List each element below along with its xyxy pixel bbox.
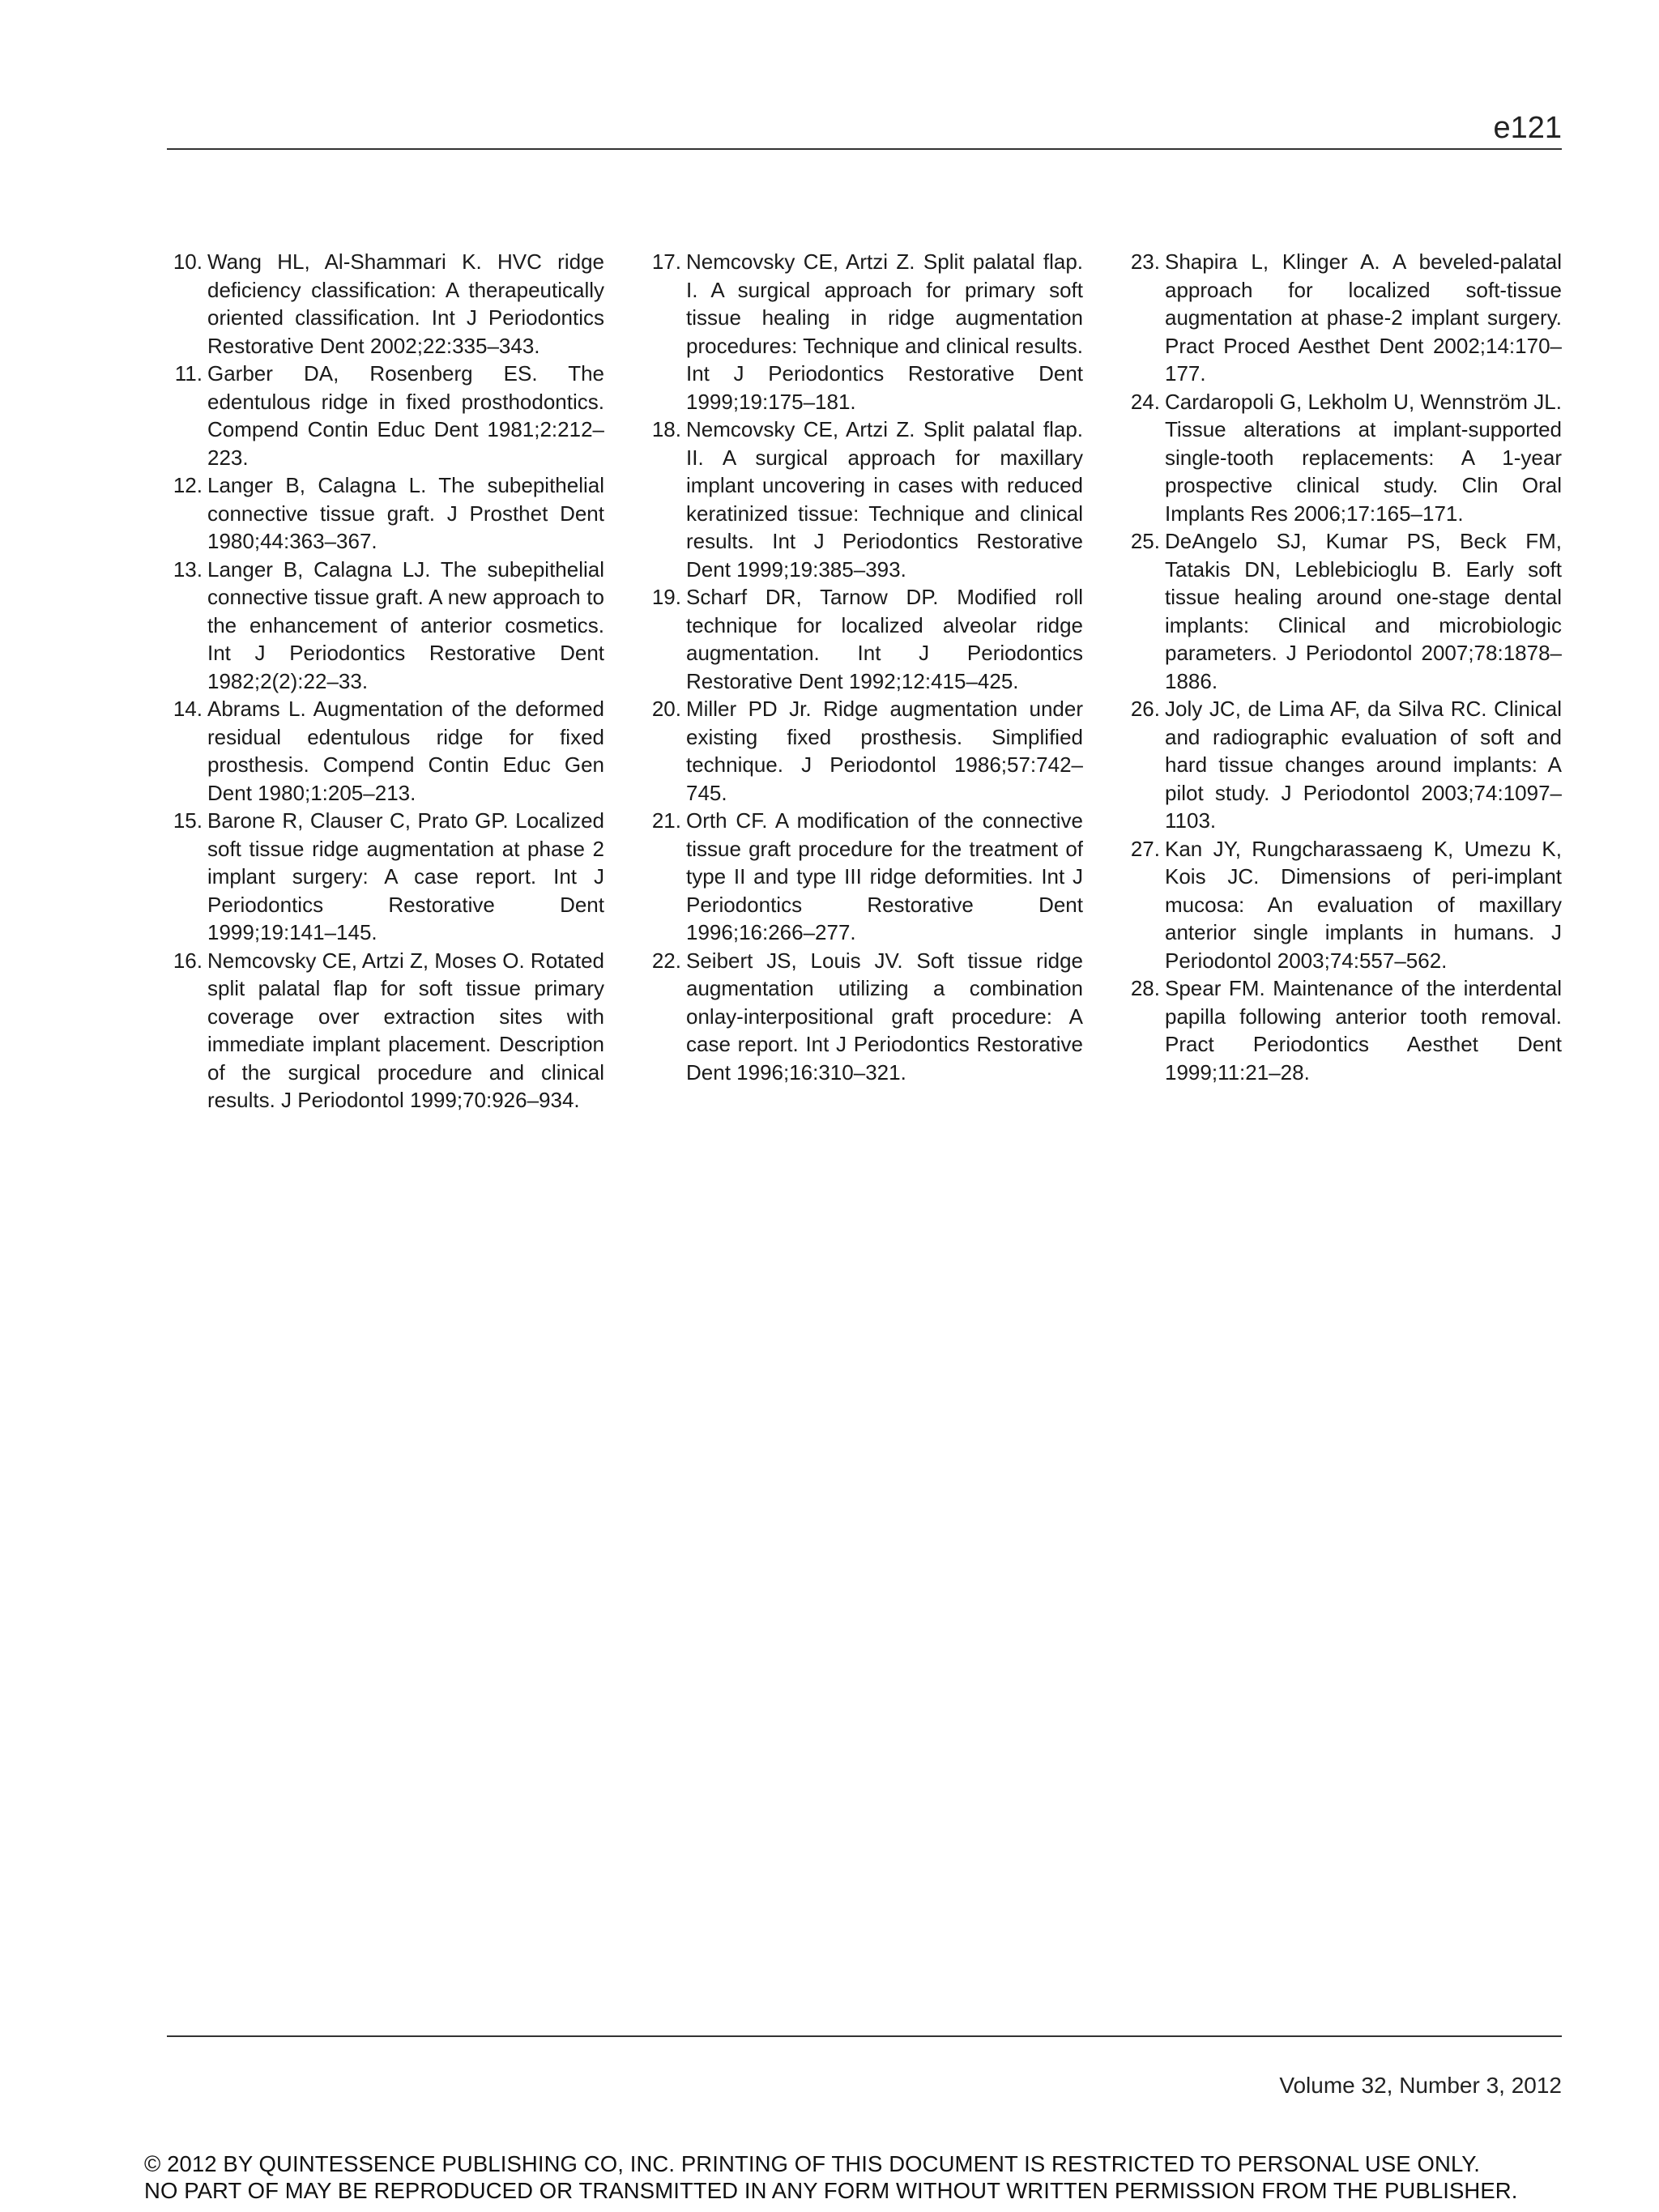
- reference-text: Langer B, Calagna LJ. The subepithelial connective tissue graft. A new approach to the enhancement of anterior cosmetics. Int J Periodontics Restorative Dent 1982;2(2):22–33.: [207, 556, 604, 693]
- reference-number: 19.: [651, 585, 681, 609]
- reference-column-1: [167, 248, 604, 1115]
- reference-item: [646, 947, 1083, 1087]
- reference-text: Nemcovsky CE, Artzi Z. Split palatal flap. II. A surgical approach for maxillary implant uncovering in cases with reduced keratinized tissue: Technique and clinical results. Int J Periodontics Restorative Dent 1999;19:385–393.: [686, 417, 1083, 582]
- journal-volume: Volume 32, Number 3, 2012: [1279, 2073, 1562, 2098]
- reference-item: [167, 807, 604, 947]
- reference-text: Scharf DR, Tarnow DP. Modified roll technique for localized alveolar ridge augmentation. Int J Periodontics Restorative Dent 1992;12:415–425.: [686, 585, 1083, 693]
- reference-text: Wang HL, Al-Shammari K. HVC ridge deficiency classification: A therapeutically oriented classification. Int J Periodontics Restorative Dent 2002;22:335–343.: [207, 249, 604, 358]
- reference-item: [1124, 835, 1562, 975]
- reference-item: [646, 695, 1083, 807]
- reference-number: 14.: [173, 697, 203, 721]
- reference-text: Nemcovsky CE, Artzi Z, Moses O. Rotated split palatal flap for soft tissue primary coverage over extraction sites with immediate implant placement. Description of the surgical procedure and clinical results. J Periodontol 1999;70:926–934.: [207, 948, 604, 1112]
- reference-text: DeAngelo SJ, Kumar PS, Beck FM, Tatakis DN, Leblebicioglu B. Early soft tissue healing around one-stage dental implants: Clinical and microbiologic parameters. J Periodontol 2007;78:1878–1886.: [1165, 529, 1562, 693]
- reference-item: [1124, 388, 1562, 528]
- reference-item: [1124, 248, 1562, 388]
- reference-number: 26.: [1130, 697, 1160, 721]
- reference-item: [646, 807, 1083, 947]
- reference-column-2: [646, 248, 1083, 1086]
- reference-text: Orth CF. A modification of the connective tissue graft procedure for the treatment of type II and type III ridge deformities. Int J Periodontics Restorative Dent 1996;16:266–277.: [686, 808, 1083, 944]
- header-rule: [167, 148, 1562, 150]
- reference-number: 27.: [1130, 836, 1160, 861]
- reference-number: 23.: [1130, 249, 1160, 274]
- reference-number: 15.: [173, 808, 203, 833]
- reference-text: Miller PD Jr. Ridge augmentation under existing fixed prosthesis. Simplified technique. J Periodontol 1986;57:742–745.: [686, 697, 1083, 805]
- copyright-line: © 2012 BY QUINTESSENCE PUBLISHING CO, INC. PRINTING OF THIS DOCUMENT IS RESTRICTED TO PERSONAL USE ONLY.: [144, 2151, 1480, 2176]
- reference-item: [1124, 695, 1562, 835]
- reference-number: 17.: [651, 249, 681, 274]
- reference-number: 22.: [651, 948, 681, 973]
- reference-item: [167, 471, 604, 556]
- reference-number: 25.: [1130, 529, 1160, 553]
- copyright-line: NO PART OF MAY BE REPRODUCED OR TRANSMITTED IN ANY FORM WITHOUT WRITTEN PERMISSION FROM THE PUBLISHER.: [144, 2178, 1518, 2203]
- reference-number: 18.: [651, 417, 681, 441]
- reference-item: [167, 556, 604, 696]
- reference-text: Garber DA, Rosenberg ES. The edentulous ridge in fixed prosthodontics. Compend Contin Educ Dent 1981;2:212–223.: [207, 361, 604, 470]
- reference-item: [646, 583, 1083, 695]
- reference-text: Abrams L. Augmentation of the deformed residual edentulous ridge for fixed prosthesis. Compend Contin Educ Gen Dent 1980;1:205–213.: [207, 697, 604, 805]
- reference-text: Spear FM. Maintenance of the interdental papilla following anterior tooth removal. Pract Periodontics Aesthet Dent 1999;11:21–28.: [1165, 976, 1562, 1085]
- footer-rule: [167, 2035, 1562, 2037]
- reference-item: [167, 360, 604, 471]
- reference-item: [1124, 527, 1562, 695]
- reference-number: 11.: [174, 361, 203, 386]
- reference-number: 21.: [651, 808, 681, 833]
- reference-number: 13.: [173, 556, 203, 582]
- reference-number: 16.: [173, 948, 203, 973]
- reference-item: [167, 695, 604, 807]
- reference-number: 28.: [1130, 976, 1160, 1000]
- reference-column-3: [1124, 248, 1562, 1086]
- reference-text: Cardaropoli G, Lekholm U, Wennström JL. Tissue alterations at implant-supported single-tooth replacements: A 1-year prospective clinical study. Clin Oral Implants Res 2006;17:165–171.: [1165, 389, 1562, 526]
- reference-number: 12.: [173, 473, 203, 497]
- reference-text: Barone R, Clauser C, Prato GP. Localized soft tissue ridge augmentation at phase 2 implant surgery: A case report. Int J Periodontics Restorative Dent 1999;19:141–145.: [207, 808, 604, 944]
- reference-item: [646, 416, 1083, 583]
- reference-number: 20.: [651, 697, 681, 721]
- reference-text: Langer B, Calagna L. The subepithelial connective tissue graft. J Prosthet Dent 1980;44:363–367.: [207, 473, 604, 553]
- reference-item: [1124, 974, 1562, 1086]
- reference-text: Shapira L, Klinger A. A beveled-palatal approach for localized soft-tissue augmentation at phase-2 implant surgery. Pract Proced Aesthet Dent 2002;14:170–177.: [1165, 249, 1562, 386]
- reference-item: [167, 947, 604, 1115]
- page-number: e121: [1493, 111, 1562, 145]
- reference-item: [646, 248, 1083, 416]
- reference-text: Joly JC, de Lima AF, da Silva RC. Clinical and radiographic evaluation of soft and hard tissue changes around implants: A pilot study. J Periodontol 2003;74:1097–1103.: [1165, 697, 1562, 833]
- reference-text: Kan JY, Rungcharassaeng K, Umezu K, Kois JC. Dimensions of peri-implant mucosa: An evaluation of maxillary anterior single implants in humans. J Periodontol 2003;74:557–562.: [1165, 836, 1562, 973]
- reference-item: [167, 248, 604, 360]
- reference-text: Seibert JS, Louis JV. Soft tissue ridge augmentation utilizing a combination onlay-interpositional graft procedure: A case report. Int J Periodontics Restorative Dent 1996;16:310–321.: [686, 948, 1083, 1085]
- copyright-notice: [144, 2150, 1518, 2204]
- reference-number: 10.: [173, 249, 203, 274]
- reference-number: 24.: [1130, 389, 1160, 414]
- reference-text: Nemcovsky CE, Artzi Z. Split palatal flap. I. A surgical approach for primary soft tissue healing in ridge augmentation procedures: Technique and clinical results. Int J Periodontics Restorative Dent 1999;19:175–181.: [686, 249, 1083, 414]
